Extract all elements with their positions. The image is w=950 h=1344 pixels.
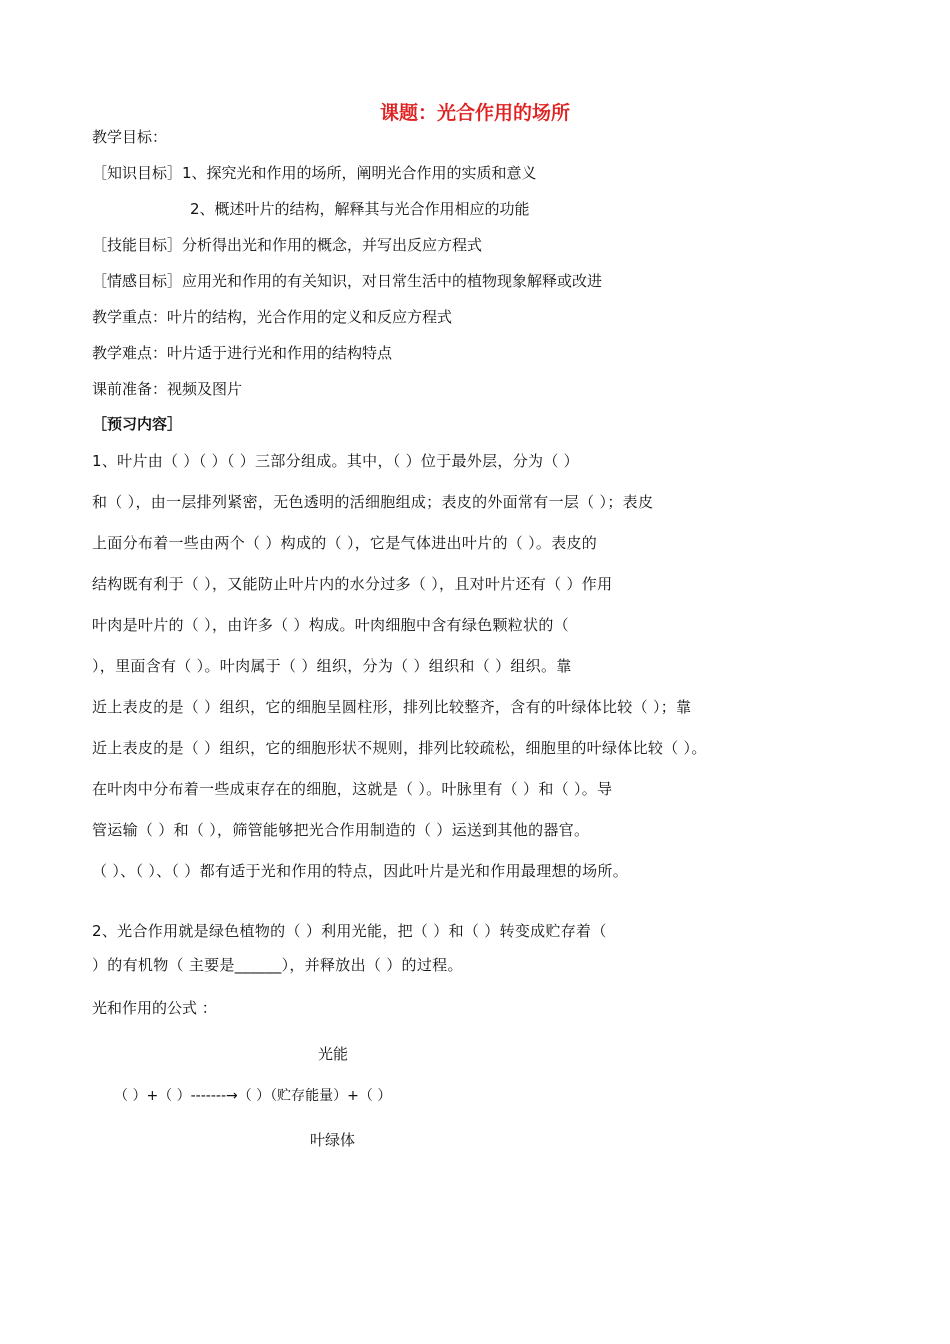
difficulty: 教学难点：叶片适于进行光和作用的结构特点 bbox=[92, 344, 393, 362]
formula-equation: （ ）+（ ）-------→（ ）（贮存能量）+（ ） bbox=[114, 1088, 392, 1104]
q2-line: 2、光合作用就是绿色植物的（ ）利用光能，把（ ）和（ ）转变成贮存着（ bbox=[92, 922, 607, 940]
q1-line: 近上表皮的是（ ）组织，它的细胞形状不规则，排列比较疏松，细胞里的叶绿体比较（ ）。 bbox=[92, 739, 707, 757]
knowledge-objective-1: ［知识目标］1、探究光和作用的场所，阐明光合作用的实质和意义 bbox=[92, 164, 537, 182]
q1-line: 1、叶片由（ ）（ ）（ ）三部分组成。其中，（ ）位于最外层，分为（ ） bbox=[92, 452, 579, 470]
q1-line: （ ）、（ ）、（ ）都有适于光和作用的特点，因此叶片是光和作用最理想的场所。 bbox=[92, 862, 629, 880]
knowledge-objective-2: 2、概述叶片的结构，解释其与光合作用相应的功能 bbox=[190, 200, 530, 218]
formula-label: 光和作用的公式 ： bbox=[92, 999, 217, 1017]
skill-objective: ［技能目标］分析得出光和作用的概念，并写出反应方程式 bbox=[92, 236, 483, 254]
q1-line: 管运输（ ）和（ ），筛管能够把光合作用制造的（ ）运送到其他的器官。 bbox=[92, 821, 590, 839]
page-title: 课题：光合作用的场所 bbox=[379, 102, 570, 124]
formula-condition-light: 光能 bbox=[318, 1045, 349, 1063]
q1-line: 在叶肉中分布着一些成束存在的细胞，这就是（ ）。叶脉里有（ ）和（ ）。导 bbox=[92, 780, 613, 798]
q1-line: 上面分布着一些由两个（ ）构成的（ ），它是气体进出叶片的（ ）。表皮的 bbox=[92, 534, 598, 552]
q1-line: 近上表皮的是（ ）组织，它的细胞呈圆柱形，排列比较整齐，含有的叶绿体比较（ ）；靠 bbox=[92, 698, 692, 716]
emotion-objective: ［情感目标］应用光和作用的有关知识，对日常生活中的植物现象解释或改进 bbox=[92, 272, 603, 290]
objectives-heading: 教学目标： bbox=[92, 128, 168, 146]
q1-line: 叶肉是叶片的（ ），由许多（ ）构成。叶肉细胞中含有绿色颗粒状的（ bbox=[92, 616, 569, 634]
q1-line: 和（ ），由一层排列紧密，无色透明的活细胞组成；表皮的外面常有一层（ ）；表皮 bbox=[92, 493, 654, 511]
q1-line: ），里面含有（ ）。叶肉属于（ ）组织，分为（ ）组织和（ ）组织。靠 bbox=[92, 657, 572, 675]
preparation: 课前准备：视频及图片 bbox=[92, 380, 243, 398]
formula-condition-chlorophyll: 叶绿体 bbox=[310, 1131, 356, 1149]
q2-line: ）的有机物（ 主要是______），并释放出（ ）的过程。 bbox=[92, 956, 463, 974]
preview-heading: ［预习内容］ bbox=[92, 415, 183, 433]
key-point: 教学重点：叶片的结构，光合作用的定义和反应方程式 bbox=[92, 308, 453, 326]
q1-line: 结构既有利于（ ），又能防止叶片内的水分过多（ ），且对叶片还有（ ）作用 bbox=[92, 575, 613, 593]
